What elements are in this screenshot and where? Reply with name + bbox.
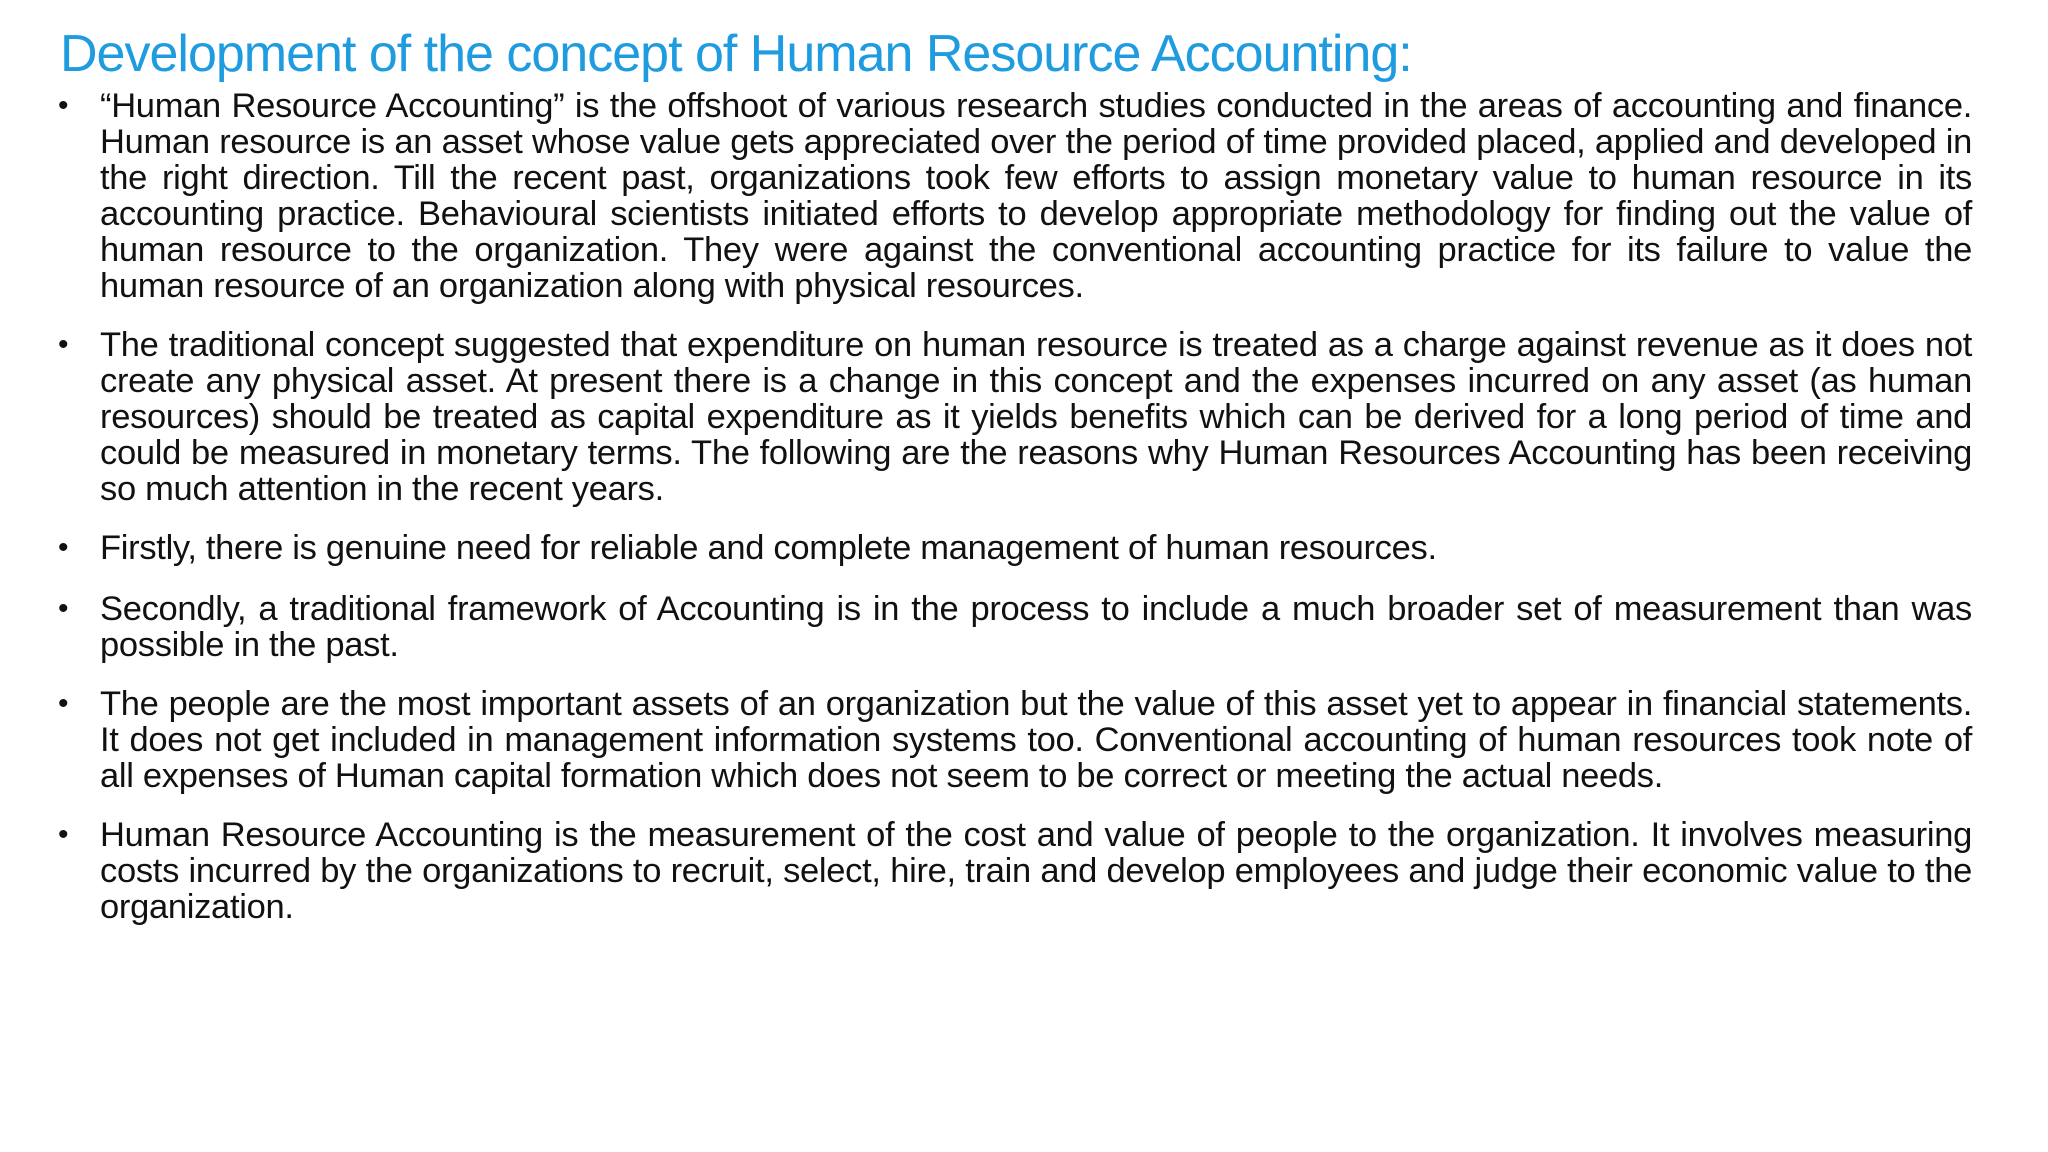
bullet-text: Firstly, there is genuine need for reliable and complete management of human resources. [100, 529, 1437, 567]
bullet-list [58, 88, 1972, 948]
slide-title: Development of the concept of Human Resource Accounting: [60, 25, 1412, 83]
bullet-icon: • [58, 818, 69, 851]
bullet-item [58, 591, 1972, 663]
bullet-item [58, 817, 1972, 925]
bullet-text: Human Resource Accounting is the measurement of the cost and value of people to the organization. It involves measuring costs incurred by the organizations to recruit, select, hire, train and develop employees and judge their economic value to the organization. [100, 816, 1972, 926]
bullet-icon: • [58, 328, 69, 361]
bullet-item [58, 88, 1972, 304]
bullet-icon: • [58, 89, 69, 122]
bullet-text: “Human Resource Accounting” is the offshoot of various research studies conducted in the areas of accounting and finance. Human resource is an asset whose value gets appreciated over the period of time provided placed, applied and developed in the right direction. Till the recent past, organizations took few efforts to assign monetary value to human resource in its accounting practice. Behavioural scientists initiated efforts to develop appropriate methodology for finding out the value of human resource to the organization. They were against the conventional accounting practice for its failure to value the human resource of an organization along with physical resources. [100, 87, 1972, 305]
bullet-text: The traditional concept suggested that expenditure on human resource is treated as a charge against revenue as it does not create any physical asset. At present there is a change in this concept and the expenses incurred on any asset (as human resources) should be treated as capital expenditure as it yields benefits which can be derived for a long period of time and could be measured in monetary terms. The following are the reasons why Human Resources Accounting has been receiving so much attention in the recent years. [100, 326, 1972, 508]
bullet-icon: • [58, 531, 69, 564]
bullet-icon: • [58, 592, 69, 625]
bullet-item [58, 686, 1972, 794]
bullet-icon: • [58, 687, 69, 720]
bullet-item [58, 327, 1972, 507]
bullet-text: The people are the most important assets of an organization but the value of this asset yet to appear in financial statements. It does not get included in management information systems too. Conventional accounting of human resources took note of all expenses of Human capital formation which does not seem to be correct or meeting the actual needs. [100, 685, 1972, 795]
bullet-text: Secondly, a traditional framework of Accounting is in the process to include a much broader set of measurement than was possible in the past. [100, 590, 1972, 664]
bullet-item [58, 530, 1972, 566]
